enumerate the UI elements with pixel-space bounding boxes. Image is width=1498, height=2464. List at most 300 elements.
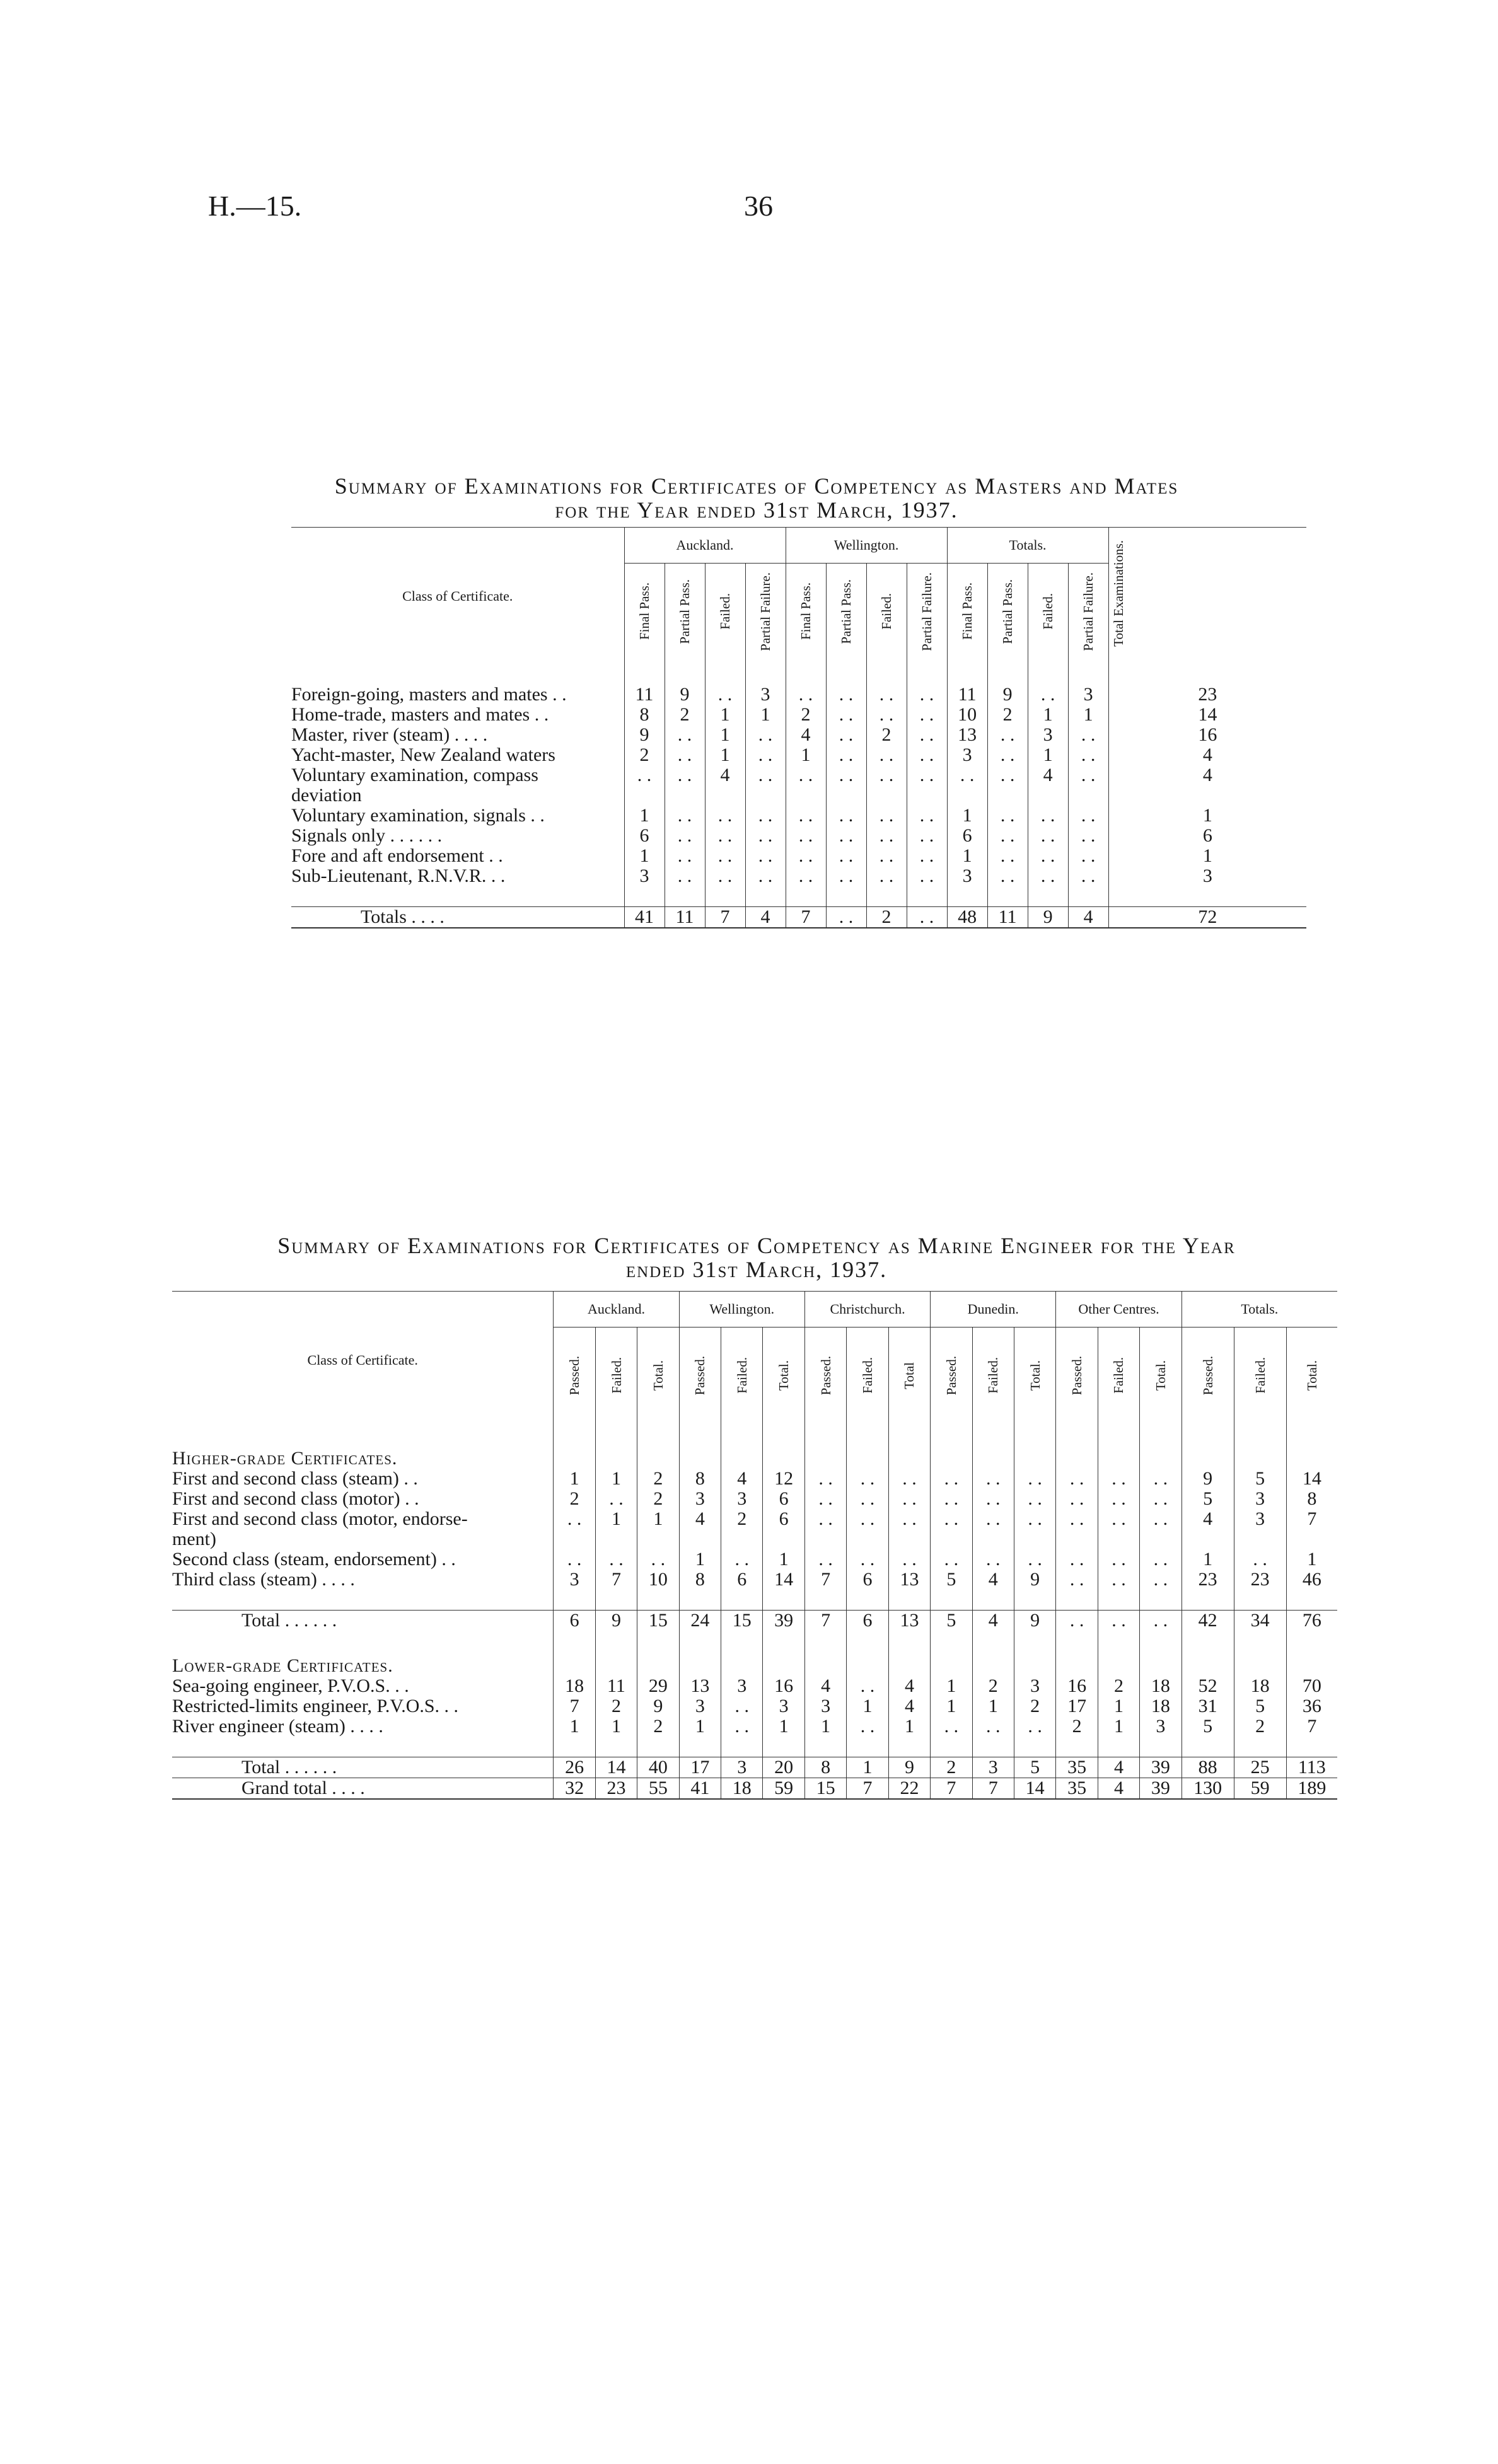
cell: 6 — [947, 826, 987, 846]
table-row — [291, 785, 1306, 806]
cell: 39 — [1140, 1757, 1182, 1778]
cell: 2 — [866, 907, 907, 928]
cell: . . — [1028, 826, 1068, 846]
group-header: Other Centres. — [1056, 1292, 1182, 1327]
cell: 1 — [1028, 745, 1068, 765]
table-row — [172, 1549, 1337, 1570]
cell: . . — [1028, 866, 1068, 886]
column-header-label: Final Pass. — [798, 582, 814, 640]
cell: 3 — [1234, 1489, 1286, 1509]
group-header: Totals. — [1182, 1292, 1337, 1327]
column-header-label: Passed. — [943, 1355, 959, 1396]
cell: 11 — [624, 685, 665, 705]
cell: 5 — [1182, 1489, 1234, 1509]
cell: 9 — [624, 725, 665, 745]
cell: 1 — [554, 1716, 595, 1737]
page-reference: H.—15. — [208, 190, 302, 222]
cell: . . — [1234, 1549, 1286, 1570]
cell — [1182, 1529, 1234, 1549]
page-number: 36 — [744, 190, 773, 222]
cell: 9 — [637, 1696, 679, 1716]
cell: . . — [826, 826, 866, 846]
cell: 3 — [1028, 725, 1068, 745]
table-row — [291, 846, 1306, 866]
cell: 18 — [721, 1778, 763, 1800]
cell: . . — [888, 1489, 930, 1509]
cell: . . — [826, 685, 866, 705]
cell: 14 — [1014, 1778, 1055, 1800]
column-header — [745, 564, 786, 665]
group-header: Dunedin. — [931, 1292, 1056, 1327]
cell — [907, 785, 947, 806]
cell: 4 — [1182, 1509, 1234, 1529]
cell: . . — [931, 1509, 972, 1529]
cell — [705, 785, 745, 806]
cell: 1 — [595, 1469, 637, 1489]
cell: 4 — [972, 1611, 1014, 1631]
table-row — [172, 1570, 1337, 1590]
column-header-label: Failed. — [879, 593, 895, 630]
cell: 35 — [1056, 1757, 1098, 1778]
cell: 189 — [1286, 1778, 1337, 1800]
cell: 14 — [1286, 1469, 1337, 1489]
cell: 5 — [1234, 1696, 1286, 1716]
cell: . . — [1056, 1549, 1098, 1570]
cell — [595, 1529, 637, 1549]
cell: . . — [705, 826, 745, 846]
cell: . . — [554, 1509, 595, 1529]
cell: . . — [745, 806, 786, 826]
cell: 9 — [888, 1757, 930, 1778]
cell — [665, 785, 705, 806]
cell: 1 — [1068, 705, 1108, 725]
cell: 55 — [637, 1778, 679, 1800]
cell: 8 — [679, 1469, 721, 1489]
cell: 1 — [947, 846, 987, 866]
cell: 4 — [888, 1676, 930, 1696]
cell: 25 — [1234, 1757, 1286, 1778]
section-heading-row — [172, 1656, 1337, 1676]
cell: 1 — [679, 1716, 721, 1737]
cell: 1 — [888, 1716, 930, 1737]
cell: 7 — [554, 1696, 595, 1716]
cell: 18 — [1140, 1696, 1182, 1716]
cell: . . — [745, 765, 786, 785]
cell: 8 — [804, 1757, 846, 1778]
cell: . . — [987, 745, 1028, 765]
spacer-row — [172, 1590, 1337, 1611]
cell: 6 — [624, 826, 665, 846]
column-header-label: Total. — [1304, 1360, 1320, 1391]
cell: 9 — [665, 685, 705, 705]
column-header — [721, 1327, 763, 1429]
cell: . . — [1098, 1469, 1139, 1489]
cell: . . — [1140, 1509, 1182, 1529]
cell: . . — [665, 826, 705, 846]
cell: 2 — [1056, 1716, 1098, 1737]
table-row — [172, 1469, 1337, 1489]
cell: 6 — [1108, 826, 1306, 846]
spacer-row — [172, 1737, 1337, 1757]
cell: 2 — [637, 1716, 679, 1737]
cell: 76 — [1286, 1611, 1337, 1631]
cell: 3 — [679, 1489, 721, 1509]
cell: 7 — [847, 1778, 888, 1800]
cell: 12 — [763, 1469, 804, 1489]
cell: 8 — [1286, 1489, 1337, 1509]
column-header-label: Failed. — [734, 1357, 750, 1394]
cell: . . — [866, 846, 907, 866]
cell: 2 — [624, 745, 665, 765]
cell: 29 — [637, 1676, 679, 1696]
cell: 13 — [888, 1611, 930, 1631]
cell: . . — [665, 725, 705, 745]
cell — [763, 1529, 804, 1549]
cell: 6 — [763, 1489, 804, 1509]
group-header: Totals. — [947, 528, 1108, 564]
cell: . . — [972, 1549, 1014, 1570]
cell: . . — [721, 1696, 763, 1716]
table-row — [291, 725, 1306, 745]
column-header-label: Final Pass. — [637, 582, 652, 640]
cell: 2 — [554, 1489, 595, 1509]
row-label: Second class (steam, endorsement) . . — [172, 1549, 456, 1570]
total-row — [172, 1757, 1337, 1778]
column-header — [665, 564, 705, 665]
cell — [786, 785, 826, 806]
masters-mates-table — [291, 527, 1306, 928]
cell: . . — [665, 765, 705, 785]
cell: 3 — [721, 1757, 763, 1778]
cell: . . — [1056, 1489, 1098, 1509]
cell: . . — [804, 1469, 846, 1489]
cell: 26 — [554, 1757, 595, 1778]
cell: 1 — [745, 705, 786, 725]
cell: . . — [826, 725, 866, 745]
cell: 7 — [1286, 1509, 1337, 1529]
cell: 9 — [1014, 1570, 1055, 1590]
row-label: First and second class (steam) . . — [172, 1469, 418, 1489]
cell: . . — [847, 1676, 888, 1696]
cell: 1 — [1098, 1696, 1139, 1716]
cell: 113 — [1286, 1757, 1337, 1778]
column-header — [1140, 1327, 1182, 1429]
group-header: Auckland. — [624, 528, 786, 564]
cell: 1 — [705, 725, 745, 745]
cell: 59 — [763, 1778, 804, 1800]
cell: 39 — [763, 1611, 804, 1631]
row-label: Totals . . . . — [291, 907, 624, 928]
cell: 3 — [721, 1676, 763, 1696]
column-header — [1028, 564, 1068, 665]
cell: 2 — [786, 705, 826, 725]
cell — [888, 1529, 930, 1549]
table2-title-line1: Summary of Examinations for Certificates of Competency as Marine Engineer for the Year — [277, 1233, 1236, 1258]
column-header — [947, 564, 987, 665]
group-header: Auckland. — [554, 1292, 679, 1327]
cell: . . — [888, 1549, 930, 1570]
row-label: Total . . . . . . — [172, 1611, 554, 1631]
column-header-label: Partial Pass. — [1000, 579, 1016, 644]
cell: . . — [1068, 806, 1108, 826]
column-header-label: Failed. — [1111, 1357, 1127, 1394]
cell: 52 — [1182, 1676, 1234, 1696]
column-header-label: Total. — [1153, 1360, 1168, 1391]
cell: 2 — [972, 1676, 1014, 1696]
cell: . . — [705, 685, 745, 705]
cell: 7 — [705, 907, 745, 928]
cell: 1 — [595, 1509, 637, 1529]
cell — [554, 1529, 595, 1549]
row-label: First and second class (motor) . . — [172, 1489, 419, 1509]
cell: 35 — [1056, 1778, 1098, 1800]
group-header: Wellington. — [679, 1292, 804, 1327]
cell — [1014, 1529, 1055, 1549]
cell: 1 — [595, 1716, 637, 1737]
total-row — [172, 1611, 1337, 1631]
cell: 1 — [947, 806, 987, 826]
cell: 24 — [679, 1611, 721, 1631]
cell: . . — [907, 725, 947, 745]
cell: 1 — [637, 1509, 679, 1529]
cell: 1 — [931, 1696, 972, 1716]
cell: . . — [665, 806, 705, 826]
row-label: Foreign-going, masters and mates . . — [291, 685, 567, 705]
table-row — [291, 806, 1306, 826]
cell: 16 — [1108, 725, 1306, 745]
cell: . . — [907, 846, 947, 866]
cell: . . — [1014, 1489, 1055, 1509]
cell: . . — [595, 1489, 637, 1509]
cell: . . — [1056, 1570, 1098, 1590]
cell: 3 — [554, 1570, 595, 1590]
column-header-label: Passed. — [818, 1355, 833, 1396]
table-row — [291, 866, 1306, 886]
cell: 20 — [763, 1757, 804, 1778]
cell — [1068, 785, 1108, 806]
cell: 18 — [1140, 1676, 1182, 1696]
cell: . . — [1140, 1570, 1182, 1590]
cell: . . — [847, 1489, 888, 1509]
cell: . . — [705, 866, 745, 886]
cell: 4 — [1068, 907, 1108, 928]
cell: 7 — [595, 1570, 637, 1590]
cell: 4 — [1108, 765, 1306, 785]
cell: 4 — [1108, 745, 1306, 765]
cell: . . — [804, 1549, 846, 1570]
cell: 1 — [705, 705, 745, 725]
cell: 42 — [1182, 1611, 1234, 1631]
column-header — [931, 1327, 972, 1429]
column-header-label: Passed. — [1069, 1355, 1085, 1396]
cell: . . — [907, 866, 947, 886]
cell: 1 — [931, 1676, 972, 1696]
table-row — [172, 1676, 1337, 1696]
cell: 18 — [554, 1676, 595, 1696]
column-header — [987, 564, 1028, 665]
column-header-label: Partial Pass. — [839, 579, 854, 644]
cell: . . — [786, 765, 826, 785]
cell — [1234, 1529, 1286, 1549]
cell: 10 — [637, 1570, 679, 1590]
cell — [1098, 1529, 1139, 1549]
column-header-label: Failed. — [1252, 1357, 1268, 1394]
column-header-label: Failed. — [717, 593, 733, 630]
cell: 1 — [1182, 1549, 1234, 1570]
cell: 23 — [1234, 1570, 1286, 1590]
cell: 9 — [1028, 907, 1068, 928]
column-header — [888, 1327, 930, 1429]
cell: 7 — [804, 1611, 846, 1631]
cell: . . — [826, 745, 866, 765]
column-header-label: Partial Failure. — [1081, 572, 1096, 651]
cell: . . — [1140, 1549, 1182, 1570]
cell: . . — [745, 866, 786, 886]
group-header: Wellington. — [786, 528, 947, 564]
cell — [745, 785, 786, 806]
cell: . . — [665, 866, 705, 886]
cell: . . — [866, 826, 907, 846]
cell: 1 — [554, 1469, 595, 1489]
column-header-label: Total. — [650, 1360, 666, 1391]
cell: 41 — [679, 1778, 721, 1800]
cell: . . — [931, 1469, 972, 1489]
cell: . . — [1014, 1716, 1055, 1737]
section-heading: Lower-grade Certificates. — [172, 1656, 393, 1676]
cell — [721, 1529, 763, 1549]
row-label: Home-trade, masters and mates . . — [291, 705, 549, 725]
cell: . . — [1068, 846, 1108, 866]
table-row — [291, 685, 1306, 705]
cell: 7 — [786, 907, 826, 928]
cell: 17 — [679, 1757, 721, 1778]
table-row — [291, 765, 1306, 785]
row-label: First and second class (motor, endorse- — [172, 1509, 468, 1529]
cell: 2 — [987, 705, 1028, 725]
column-header: Total Examinations. — [1108, 528, 1306, 665]
row-label: Voluntary examination, compass — [291, 765, 538, 785]
cell: . . — [826, 907, 866, 928]
cell: 4 — [1028, 765, 1068, 785]
column-header — [907, 564, 947, 665]
cell: 6 — [763, 1509, 804, 1529]
cell: 6 — [554, 1611, 595, 1631]
cell: 14 — [763, 1570, 804, 1590]
cell: 5 — [931, 1611, 972, 1631]
cell: 22 — [888, 1778, 930, 1800]
cell: 15 — [804, 1778, 846, 1800]
cell: 1 — [763, 1716, 804, 1737]
column-header-label: Partial Failure. — [758, 572, 774, 651]
cell: . . — [745, 826, 786, 846]
cell: . . — [705, 806, 745, 826]
cell: . . — [705, 846, 745, 866]
cell — [1028, 785, 1068, 806]
cell — [637, 1529, 679, 1549]
section-heading: Higher-grade Certificates. — [172, 1449, 398, 1469]
cell: . . — [1028, 806, 1068, 826]
cell — [987, 785, 1028, 806]
column-header — [1182, 1327, 1234, 1429]
cell: . . — [826, 765, 866, 785]
cell: . . — [786, 866, 826, 886]
cell: . . — [1068, 826, 1108, 846]
cell: . . — [947, 765, 987, 785]
cell: 15 — [721, 1611, 763, 1631]
cell: 1 — [1028, 705, 1068, 725]
column-header-label: Passed. — [1200, 1355, 1216, 1396]
cell: 1 — [972, 1696, 1014, 1716]
cell: 40 — [637, 1757, 679, 1778]
cell: 130 — [1182, 1778, 1234, 1800]
cell: 1 — [804, 1716, 846, 1737]
cell: . . — [972, 1489, 1014, 1509]
cell — [931, 1529, 972, 1549]
cell: . . — [1098, 1611, 1139, 1631]
column-header — [554, 1327, 595, 1429]
cell: 7 — [804, 1570, 846, 1590]
cell: 4 — [804, 1676, 846, 1696]
cell: 5 — [1234, 1469, 1286, 1489]
cell: . . — [987, 725, 1028, 745]
cell: 4 — [888, 1696, 930, 1716]
cell: . . — [847, 1549, 888, 1570]
cell: . . — [931, 1489, 972, 1509]
cell: . . — [1140, 1611, 1182, 1631]
cell: . . — [826, 705, 866, 725]
cell: . . — [1098, 1509, 1139, 1529]
cell: 1 — [847, 1757, 888, 1778]
cell: . . — [1056, 1509, 1098, 1529]
cell: . . — [804, 1489, 846, 1509]
cell: 8 — [679, 1570, 721, 1590]
cell: 2 — [1234, 1716, 1286, 1737]
cell: 9 — [987, 685, 1028, 705]
cell: . . — [907, 765, 947, 785]
cell: 10 — [947, 705, 987, 725]
cell: . . — [866, 806, 907, 826]
column-header — [1014, 1327, 1055, 1429]
cell: 3 — [721, 1489, 763, 1509]
cell: 34 — [1234, 1611, 1286, 1631]
cell: 59 — [1234, 1778, 1286, 1800]
cell: 3 — [624, 866, 665, 886]
cell: 13 — [888, 1570, 930, 1590]
cell: 39 — [1140, 1778, 1182, 1800]
cell: 3 — [1234, 1509, 1286, 1529]
cell: . . — [745, 745, 786, 765]
cell: 2 — [665, 705, 705, 725]
cell: . . — [987, 765, 1028, 785]
cell: 32 — [554, 1778, 595, 1800]
column-header-label: Total. — [776, 1360, 792, 1391]
cell: . . — [907, 826, 947, 846]
cell: . . — [1056, 1469, 1098, 1489]
row-label: Restricted-limits engineer, P.V.O.S. . . — [172, 1696, 459, 1716]
cell: 2 — [1014, 1696, 1055, 1716]
cell — [972, 1529, 1014, 1549]
cell: . . — [931, 1549, 972, 1570]
cell: 72 — [1108, 907, 1306, 928]
cell: . . — [1028, 685, 1068, 705]
cell: . . — [847, 1716, 888, 1737]
column-header — [679, 1327, 721, 1429]
cell: 11 — [665, 907, 705, 928]
column-header — [786, 564, 826, 665]
column-header — [1056, 1327, 1098, 1429]
cell: 3 — [947, 745, 987, 765]
cell: 9 — [1182, 1469, 1234, 1489]
